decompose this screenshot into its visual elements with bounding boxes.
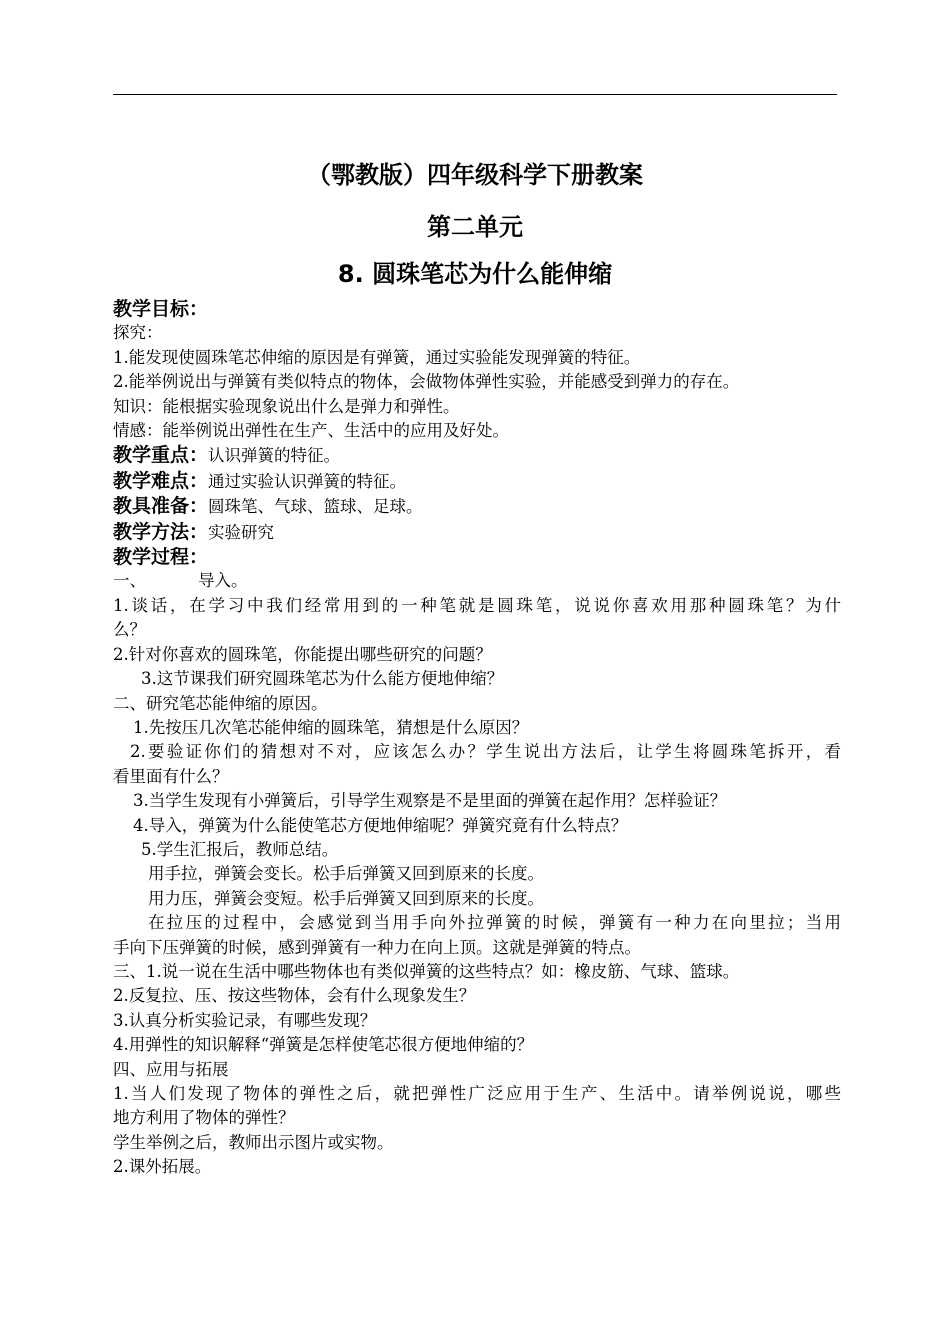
header-rule [113,94,837,95]
paragraph: 1.先按压几次笔芯能伸缩的圆珠笔，猜想是什么原因？ [133,717,529,737]
paragraph: 3.认真分析实验记录，有哪些发现？ [113,1010,377,1030]
process-heading: 教学过程： [113,546,209,569]
paragraph: 4.用弹性的知识解释“弹簧是怎样使笔芯很方便地伸缩的？ [113,1035,534,1055]
tools-value: 圆珠笔、气球、篮球、足球。 [208,497,423,517]
paragraph: 1.谈话，在学习中我们经常用到的一种笔就是圆珠笔，说说你喜欢用那种圆珠笔？为什 [113,595,841,615]
document-title: （鄂教版）四年级科学下册教案 [307,161,643,189]
method-label: 教学方法： [113,520,209,543]
paragraph: 2.针对你喜欢的圆珠笔，你能提出哪些研究的问题？ [113,644,492,664]
objectives-heading: 教学目标： [113,298,209,320]
paragraph: 2.课外拓展。 [113,1157,212,1177]
document-body [113,297,841,1180]
paragraph: 用力压，弹簧会变短。松手后弹簧又回到原来的长度。 [148,888,544,908]
paragraph: 4.导入，弹簧为什么能使笔芯方便地伸缩呢？弹簧究竟有什么特点？ [133,815,628,835]
difficulty-label: 教学难点： [113,469,209,492]
paragraph: 2.要验证你们的猜想对不对，应该怎么办？学生说出方法后，让学生将圆珠笔拆开，看 [130,742,841,762]
section-1-title: 导入。 [198,571,248,591]
section-4-heading: 四、应用与拓展 [113,1059,229,1079]
unit-title: 第二单元 [427,213,523,241]
difficulty-value: 通过实验认识弹簧的特征。 [208,471,407,491]
paragraph: 3.当学生发现有小弹簧后，引导学生观察是不是里面的弹簧在起作用？怎样验证？ [133,791,727,811]
key-point-label: 教学重点： [113,444,209,467]
paragraph: 么？ [113,620,146,640]
paragraph: 5.学生汇报后，教师总结。 [141,839,339,859]
paragraph: 看里面有什么？ [113,766,229,786]
section-1-heading [113,569,841,593]
paragraph: 地方利用了物体的弹性？ [113,1108,295,1128]
tools-label: 教具准备： [113,495,209,518]
difficulty-row [113,469,841,494]
section-3-heading: 三、1.说一说在生活中哪些物体也有类似弹簧的这些特点？如：橡皮筋、气球、篮球。 [113,961,740,981]
section-2-heading: 二、研究笔芯能伸缩的原因。 [113,693,328,713]
lesson-title: 8. 圆珠笔芯为什么能伸缩 [337,260,613,288]
paragraph: 2.反复拉、压、按这些物体，会有什么现象发生？ [113,986,476,1006]
method-row [113,520,841,545]
explore-label: 探究： [113,323,163,343]
tools-row [113,494,841,519]
paragraph: 用手拉，弹簧会变长。松手后弹簧又回到原来的长度。 [148,864,544,884]
method-value: 实验研究 [208,522,275,542]
key-point-value: 认识弹簧的特征。 [208,446,341,466]
section-1-number: 一、 [113,571,146,591]
objective-item: 1.能发现使圆珠笔芯伸缩的原因是有弹簧，通过实验能发现弹簧的特征。 [113,347,641,367]
key-point-row [113,443,841,468]
paragraph: 学生举例之后，教师出示图片或实物。 [113,1132,394,1152]
paragraph: 1.当人们发现了物体的弹性之后，就把弹性广泛应用于生产、生活中。请举例说说，哪些 [113,1084,841,1103]
paragraph: 手向下压弹簧的时候，感到弹簧有一种力在向上顶。这就是弹簧的特点。 [113,937,641,957]
emotion-objective: 情感：能举例说出弹性在生产、生活中的应用及好处。 [113,421,509,441]
paragraph: 3.这节课我们研究圆珠笔芯为什么能方便地伸缩？ [141,669,504,689]
objective-item: 2.能举例说出与弹簧有类似特点的物体，会做物体弹性实验，并能感受到弹力的存在。 [113,372,740,392]
knowledge-objective: 知识：能根据实验现象说出什么是弹力和弹性。 [113,396,460,416]
paragraph: 在拉压的过程中，会感觉到当用手向外拉弹簧的时候，弹簧有一种力在向里拉；当用 [148,913,841,933]
